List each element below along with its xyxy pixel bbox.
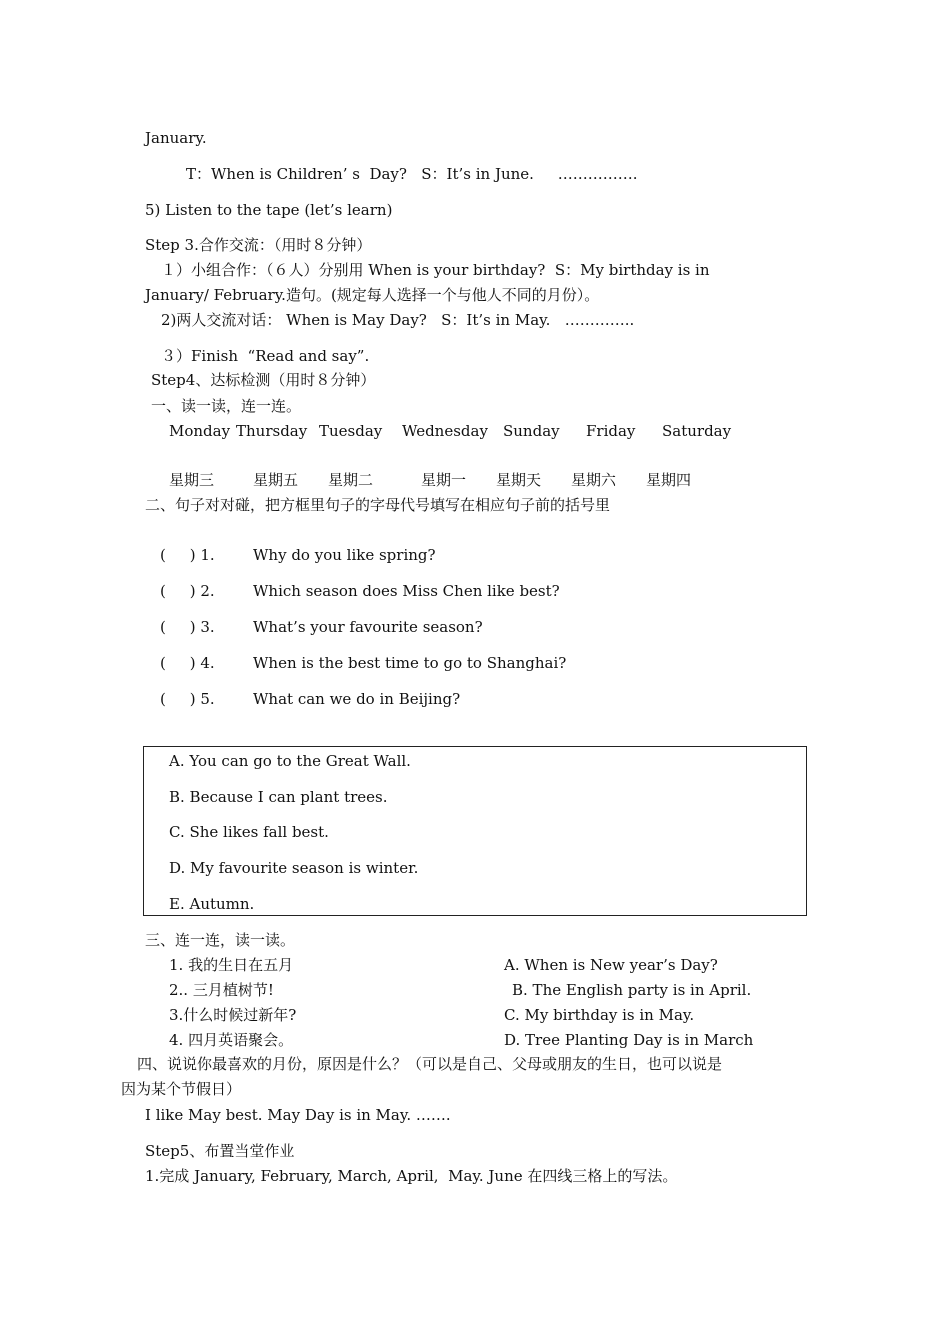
option-item: C. She likes fall best. — [169, 823, 329, 841]
question-text: What can we do in Beijing? — [253, 690, 461, 708]
option-item: B. Because I can plant trees. — [169, 788, 388, 806]
match-right-item: B. The English party is in April. — [512, 981, 752, 999]
weekday-chinese: 星期天 — [496, 471, 542, 489]
weekday-english: Wednesday — [402, 422, 488, 440]
step3-item3: ３）Finish “Read and say”. — [161, 347, 370, 365]
option-item: D. My favourite season is winter. — [169, 859, 419, 877]
answer-bracket: ( ) 2. — [160, 582, 215, 600]
match-left-item: 4. 四月英语聚会。 — [169, 1031, 294, 1049]
weekday-chinese: 星期五 — [253, 471, 299, 489]
option-item: A. You can go to the Great Wall. — [169, 752, 411, 770]
weekday-english: Sunday — [503, 422, 560, 440]
part2-title: 二、句子对对碰，把方框里句子的字母代号填写在相应句子前的括号里 — [145, 496, 611, 514]
part4-title-line1: 四、说说你最喜欢的月份，原因是什么？（可以是自己、父母或朋友的生日，也可以说是 — [137, 1055, 723, 1073]
weekday-english: Friday — [586, 422, 636, 440]
step5-item1: 1.完成 January, February, March, April, May. June 在四线三格上的写法。 — [145, 1167, 678, 1185]
weekday-english: Tuesday — [319, 422, 383, 440]
weekday-chinese: 星期一 — [421, 471, 467, 489]
step5-heading: Step5、布置当堂作业 — [145, 1142, 295, 1160]
match-right-item: A. When is New year’s Day? — [504, 956, 718, 974]
weekday-chinese: 星期四 — [646, 471, 692, 489]
question-text: Which season does Miss Chen like best? — [253, 582, 560, 600]
question-text: Why do you like spring? — [253, 546, 436, 564]
part4-title-line2: 因为某个节假日） — [121, 1080, 242, 1098]
weekday-english: Monday — [169, 422, 231, 440]
option-item: E. Autumn. — [169, 895, 255, 913]
step3-heading: Step 3.合作交流：（用时８分钟） — [145, 236, 372, 254]
step4-heading: Step4、达标检测（用时８分钟） — [151, 371, 376, 389]
answer-bracket: ( ) 1. — [160, 546, 215, 564]
part1-title: 一、读一读，连一连。 — [151, 397, 302, 415]
match-left-item: 3.什么时候过新年? — [169, 1006, 297, 1024]
question-text: What’s your favourite season? — [253, 618, 483, 636]
line-dialogue: T：When is Children’ s Day? S：It’s in June. ……………. — [186, 165, 638, 183]
match-left-item: 2.. 三月植树节! — [169, 981, 274, 999]
weekday-chinese: 星期六 — [571, 471, 617, 489]
weekday-chinese: 星期三 — [169, 471, 215, 489]
match-right-item: C. My birthday is in May. — [504, 1006, 695, 1024]
answer-bracket: ( ) 3. — [160, 618, 215, 636]
weekday-english: Thursday — [236, 422, 308, 440]
match-left-item: 1. 我的生日在五月 — [169, 956, 294, 974]
weekday-english: Saturday — [662, 422, 732, 440]
answer-bracket: ( ) 5. — [160, 690, 215, 708]
line-listen: 5) Listen to the tape (let’s learn) — [145, 201, 393, 219]
match-right-item: D. Tree Planting Day is in March — [504, 1031, 754, 1049]
line-january: January. — [145, 129, 207, 147]
step3-item2: 2)两人交流对话： When is May Day? S：It’s in May. ………….. — [161, 311, 635, 329]
weekday-chinese: 星期二 — [328, 471, 374, 489]
question-text: When is the best time to go to Shanghai? — [253, 654, 567, 672]
part4-example: I like May best. May Day is in May. ……. — [145, 1106, 451, 1124]
answer-bracket: ( ) 4. — [160, 654, 215, 672]
step3-item1-line1: １）小组合作：（６人）分别用 When is your birthday? S：My birthday is in — [161, 261, 710, 279]
part3-title: 三、连一连，读一读。 — [145, 931, 296, 949]
step3-item1-line2: January/ February.造句。(规定每人选择一个与他人不同的月份）。 — [145, 286, 600, 304]
